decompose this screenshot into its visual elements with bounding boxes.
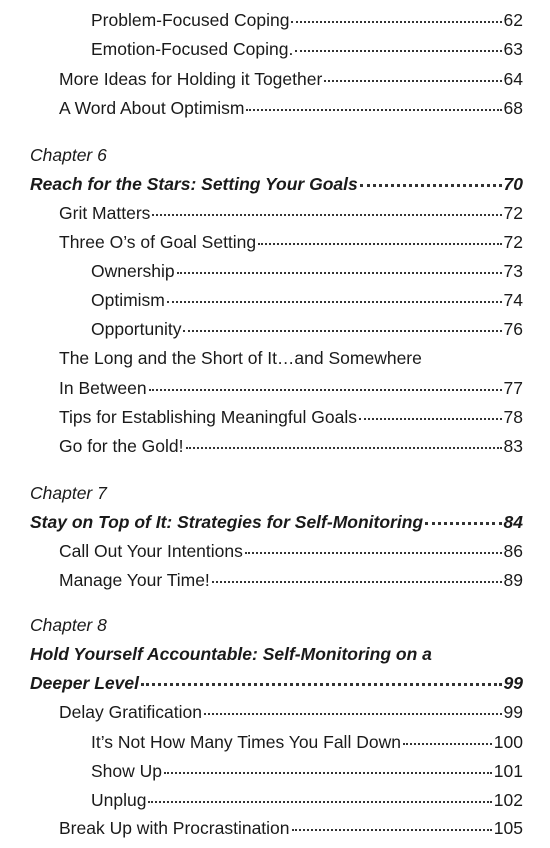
chapter-title[interactable] bbox=[30, 672, 523, 694]
toc-entry[interactable] bbox=[59, 435, 523, 457]
toc-entry[interactable] bbox=[59, 406, 523, 428]
dot-leader bbox=[324, 80, 501, 82]
toc-page-number: 78 bbox=[503, 407, 523, 427]
toc-entry[interactable] bbox=[91, 318, 523, 340]
chapter-title-label: Reach for the Stars: Setting Your Goals bbox=[30, 174, 358, 194]
dot-leader bbox=[246, 109, 501, 111]
dot-leader bbox=[164, 772, 492, 774]
toc-entry-label: Problem-Focused Coping bbox=[91, 10, 290, 30]
toc-page-number: 89 bbox=[503, 570, 523, 590]
chapter-title-label: Deeper Level bbox=[30, 673, 139, 693]
toc-entry-label: More Ideas for Holding it Together bbox=[59, 69, 323, 89]
toc-entry[interactable] bbox=[91, 289, 523, 311]
toc-page-number: 77 bbox=[503, 378, 523, 398]
chapter-heading: Chapter 6 bbox=[30, 145, 107, 165]
chapter-title[interactable] bbox=[30, 511, 523, 533]
toc-entry-label: Grit Matters bbox=[59, 203, 151, 223]
dot-leader bbox=[295, 50, 501, 52]
toc-entry[interactable] bbox=[59, 231, 523, 253]
toc-entry-label: Opportunity bbox=[91, 319, 182, 339]
chapter-title-line1[interactable]: Hold Yourself Accountable: Self-Monitoring on a bbox=[30, 644, 432, 664]
chapter-heading: Chapter 7 bbox=[30, 483, 107, 503]
dot-leader bbox=[167, 301, 502, 303]
toc-page-number: 74 bbox=[503, 290, 523, 310]
dot-leader bbox=[291, 21, 501, 23]
toc-entry-label: A Word About Optimism bbox=[59, 98, 245, 118]
toc-page-number: 73 bbox=[503, 261, 523, 281]
toc-page-number: 72 bbox=[503, 232, 523, 252]
toc-page-number: 86 bbox=[503, 541, 523, 561]
toc-entry-label: Ownership bbox=[91, 261, 175, 281]
toc-page-number: 70 bbox=[503, 174, 523, 194]
toc-page-number: 62 bbox=[503, 10, 523, 30]
toc-entry-label: Break Up with Procrastination bbox=[59, 818, 290, 838]
toc-entry[interactable] bbox=[91, 9, 523, 31]
toc-page-number: 99 bbox=[503, 673, 523, 693]
chapter-title-label: Stay on Top of It: Strategies for Self-Monitoring bbox=[30, 512, 424, 532]
toc-entry[interactable] bbox=[91, 789, 523, 811]
toc-page-number: 72 bbox=[503, 203, 523, 223]
toc-entry-label: Show Up bbox=[91, 761, 163, 781]
toc-page-number: 101 bbox=[493, 761, 523, 781]
toc-entry[interactable] bbox=[91, 731, 523, 753]
toc-entry-label: Delay Gratification bbox=[59, 702, 202, 722]
toc-entry-label: It’s Not How Many Times You Fall Down bbox=[91, 732, 401, 752]
dot-leader bbox=[152, 214, 501, 216]
toc-entry[interactable] bbox=[59, 569, 523, 591]
dot-leader bbox=[258, 243, 501, 245]
dot-leader bbox=[403, 743, 492, 745]
toc-entry[interactable] bbox=[59, 377, 523, 399]
dot-leader bbox=[245, 552, 502, 554]
dot-leader bbox=[148, 801, 491, 803]
toc-page-number: 99 bbox=[503, 702, 523, 722]
dot-leader bbox=[183, 330, 501, 332]
toc-entry[interactable] bbox=[59, 701, 523, 723]
dot-leader bbox=[292, 829, 492, 831]
toc-page-number: 102 bbox=[493, 790, 523, 810]
toc-entry[interactable] bbox=[91, 260, 523, 282]
toc-entry-label: Go for the Gold! bbox=[59, 436, 184, 456]
toc-page-number: 84 bbox=[503, 512, 523, 532]
toc-page-number: 76 bbox=[503, 319, 523, 339]
toc-entry[interactable] bbox=[59, 817, 523, 839]
toc-page-number: 83 bbox=[503, 436, 523, 456]
dot-leader bbox=[360, 184, 502, 187]
dot-leader bbox=[141, 683, 502, 686]
chapter-title[interactable] bbox=[30, 173, 523, 195]
dot-leader bbox=[204, 713, 502, 715]
toc-entry[interactable] bbox=[59, 68, 523, 90]
dot-leader bbox=[212, 581, 502, 583]
toc-entry-label: Optimism bbox=[91, 290, 165, 310]
toc-entry[interactable] bbox=[91, 760, 523, 782]
toc-entry[interactable] bbox=[91, 38, 523, 60]
toc-entry-label: Tips for Establishing Meaningful Goals bbox=[59, 407, 357, 427]
toc-entry-label-line1[interactable]: The Long and the Short of It…and Somewhere bbox=[59, 348, 422, 368]
toc-entry[interactable] bbox=[59, 202, 523, 224]
toc-page-number: 68 bbox=[503, 98, 523, 118]
chapter-heading: Chapter 8 bbox=[30, 615, 107, 635]
toc-page-number: 64 bbox=[503, 69, 523, 89]
toc-entry[interactable] bbox=[59, 540, 523, 562]
toc-entry-label: Manage Your Time! bbox=[59, 570, 210, 590]
toc-entry-label: Emotion-Focused Coping. bbox=[91, 39, 294, 59]
toc-page-number: 100 bbox=[493, 732, 523, 752]
dot-leader bbox=[186, 447, 502, 449]
toc-entry-label: In Between bbox=[59, 378, 147, 398]
toc-entry-label: Unplug bbox=[91, 790, 147, 810]
dot-leader bbox=[177, 272, 502, 274]
dot-leader bbox=[425, 522, 501, 525]
dot-leader bbox=[359, 418, 502, 420]
toc-entry[interactable] bbox=[59, 97, 523, 119]
toc-entry-label: Three O’s of Goal Setting bbox=[59, 232, 257, 252]
toc-entry-label: Call Out Your Intentions bbox=[59, 541, 243, 561]
toc-page-number: 105 bbox=[493, 818, 523, 838]
toc-page-number: 63 bbox=[503, 39, 523, 59]
dot-leader bbox=[149, 389, 502, 391]
